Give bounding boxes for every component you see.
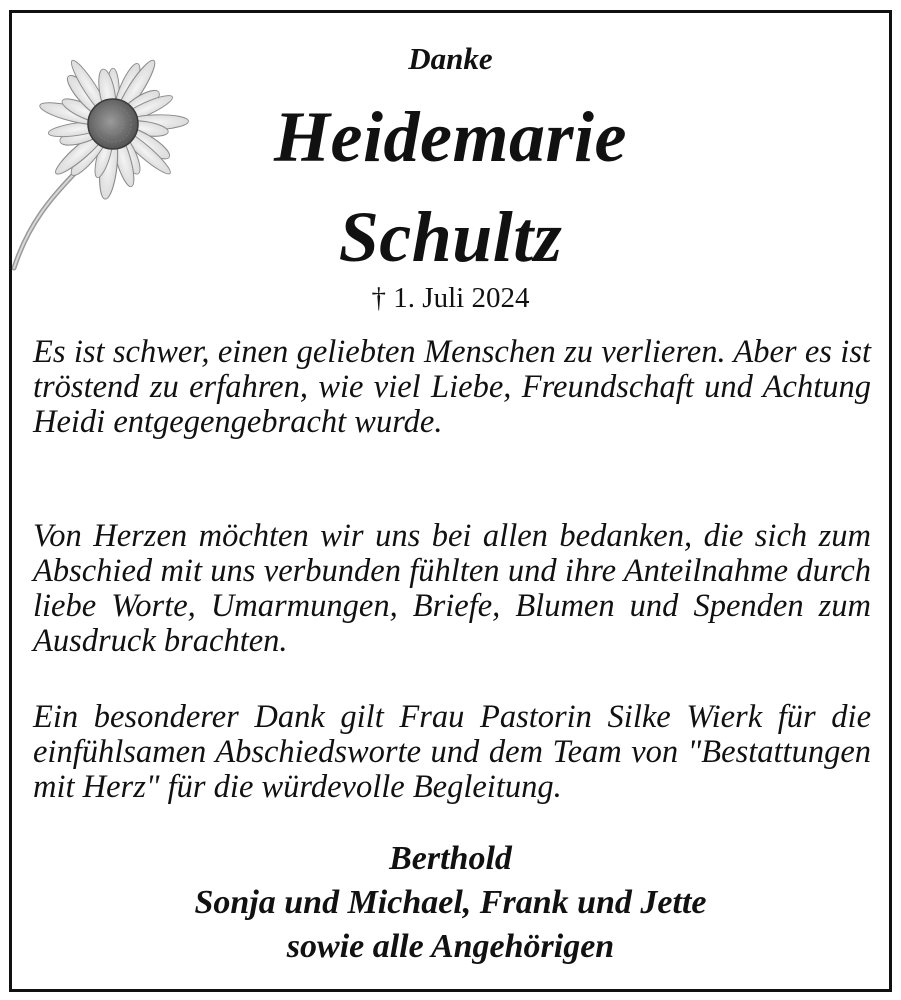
signature-line: Berthold bbox=[389, 840, 512, 877]
death-date: † 1. Juli 2024 bbox=[371, 282, 530, 314]
message-paragraph: Von Herzen möchten wir uns bei allen bedanken, die sich zum Abschied mit uns verbunden fühlten und ihre Anteilnahme durch liebe Worte, Umarmungen, Briefe, Blumen und Spenden zum Ausdruck brachten. bbox=[33, 518, 871, 659]
deceased-last-name: Schultz bbox=[338, 197, 563, 277]
notice-frame bbox=[9, 10, 892, 992]
deceased-first-name: Heidemarie bbox=[274, 97, 627, 177]
signature-line: Sonja und Michael, Frank und Jette bbox=[194, 884, 707, 921]
thanks-heading: Danke bbox=[408, 41, 493, 76]
message-paragraph: Es ist schwer, einen geliebten Menschen zu verlieren. Aber es ist tröstend zu erfahren, wie viel Liebe, Freundschaft und Achtung Heidi entgegengebracht wurde. bbox=[33, 334, 871, 440]
message-paragraph: Ein besonderer Dank gilt Frau Pastorin Silke Wierk für die einfühlsamen Abschiedsworte und dem Team von "Bestattungen mit Herz" für die würdevolle Begleitung. bbox=[33, 699, 871, 805]
signature-line: sowie alle Angehörigen bbox=[286, 928, 615, 965]
